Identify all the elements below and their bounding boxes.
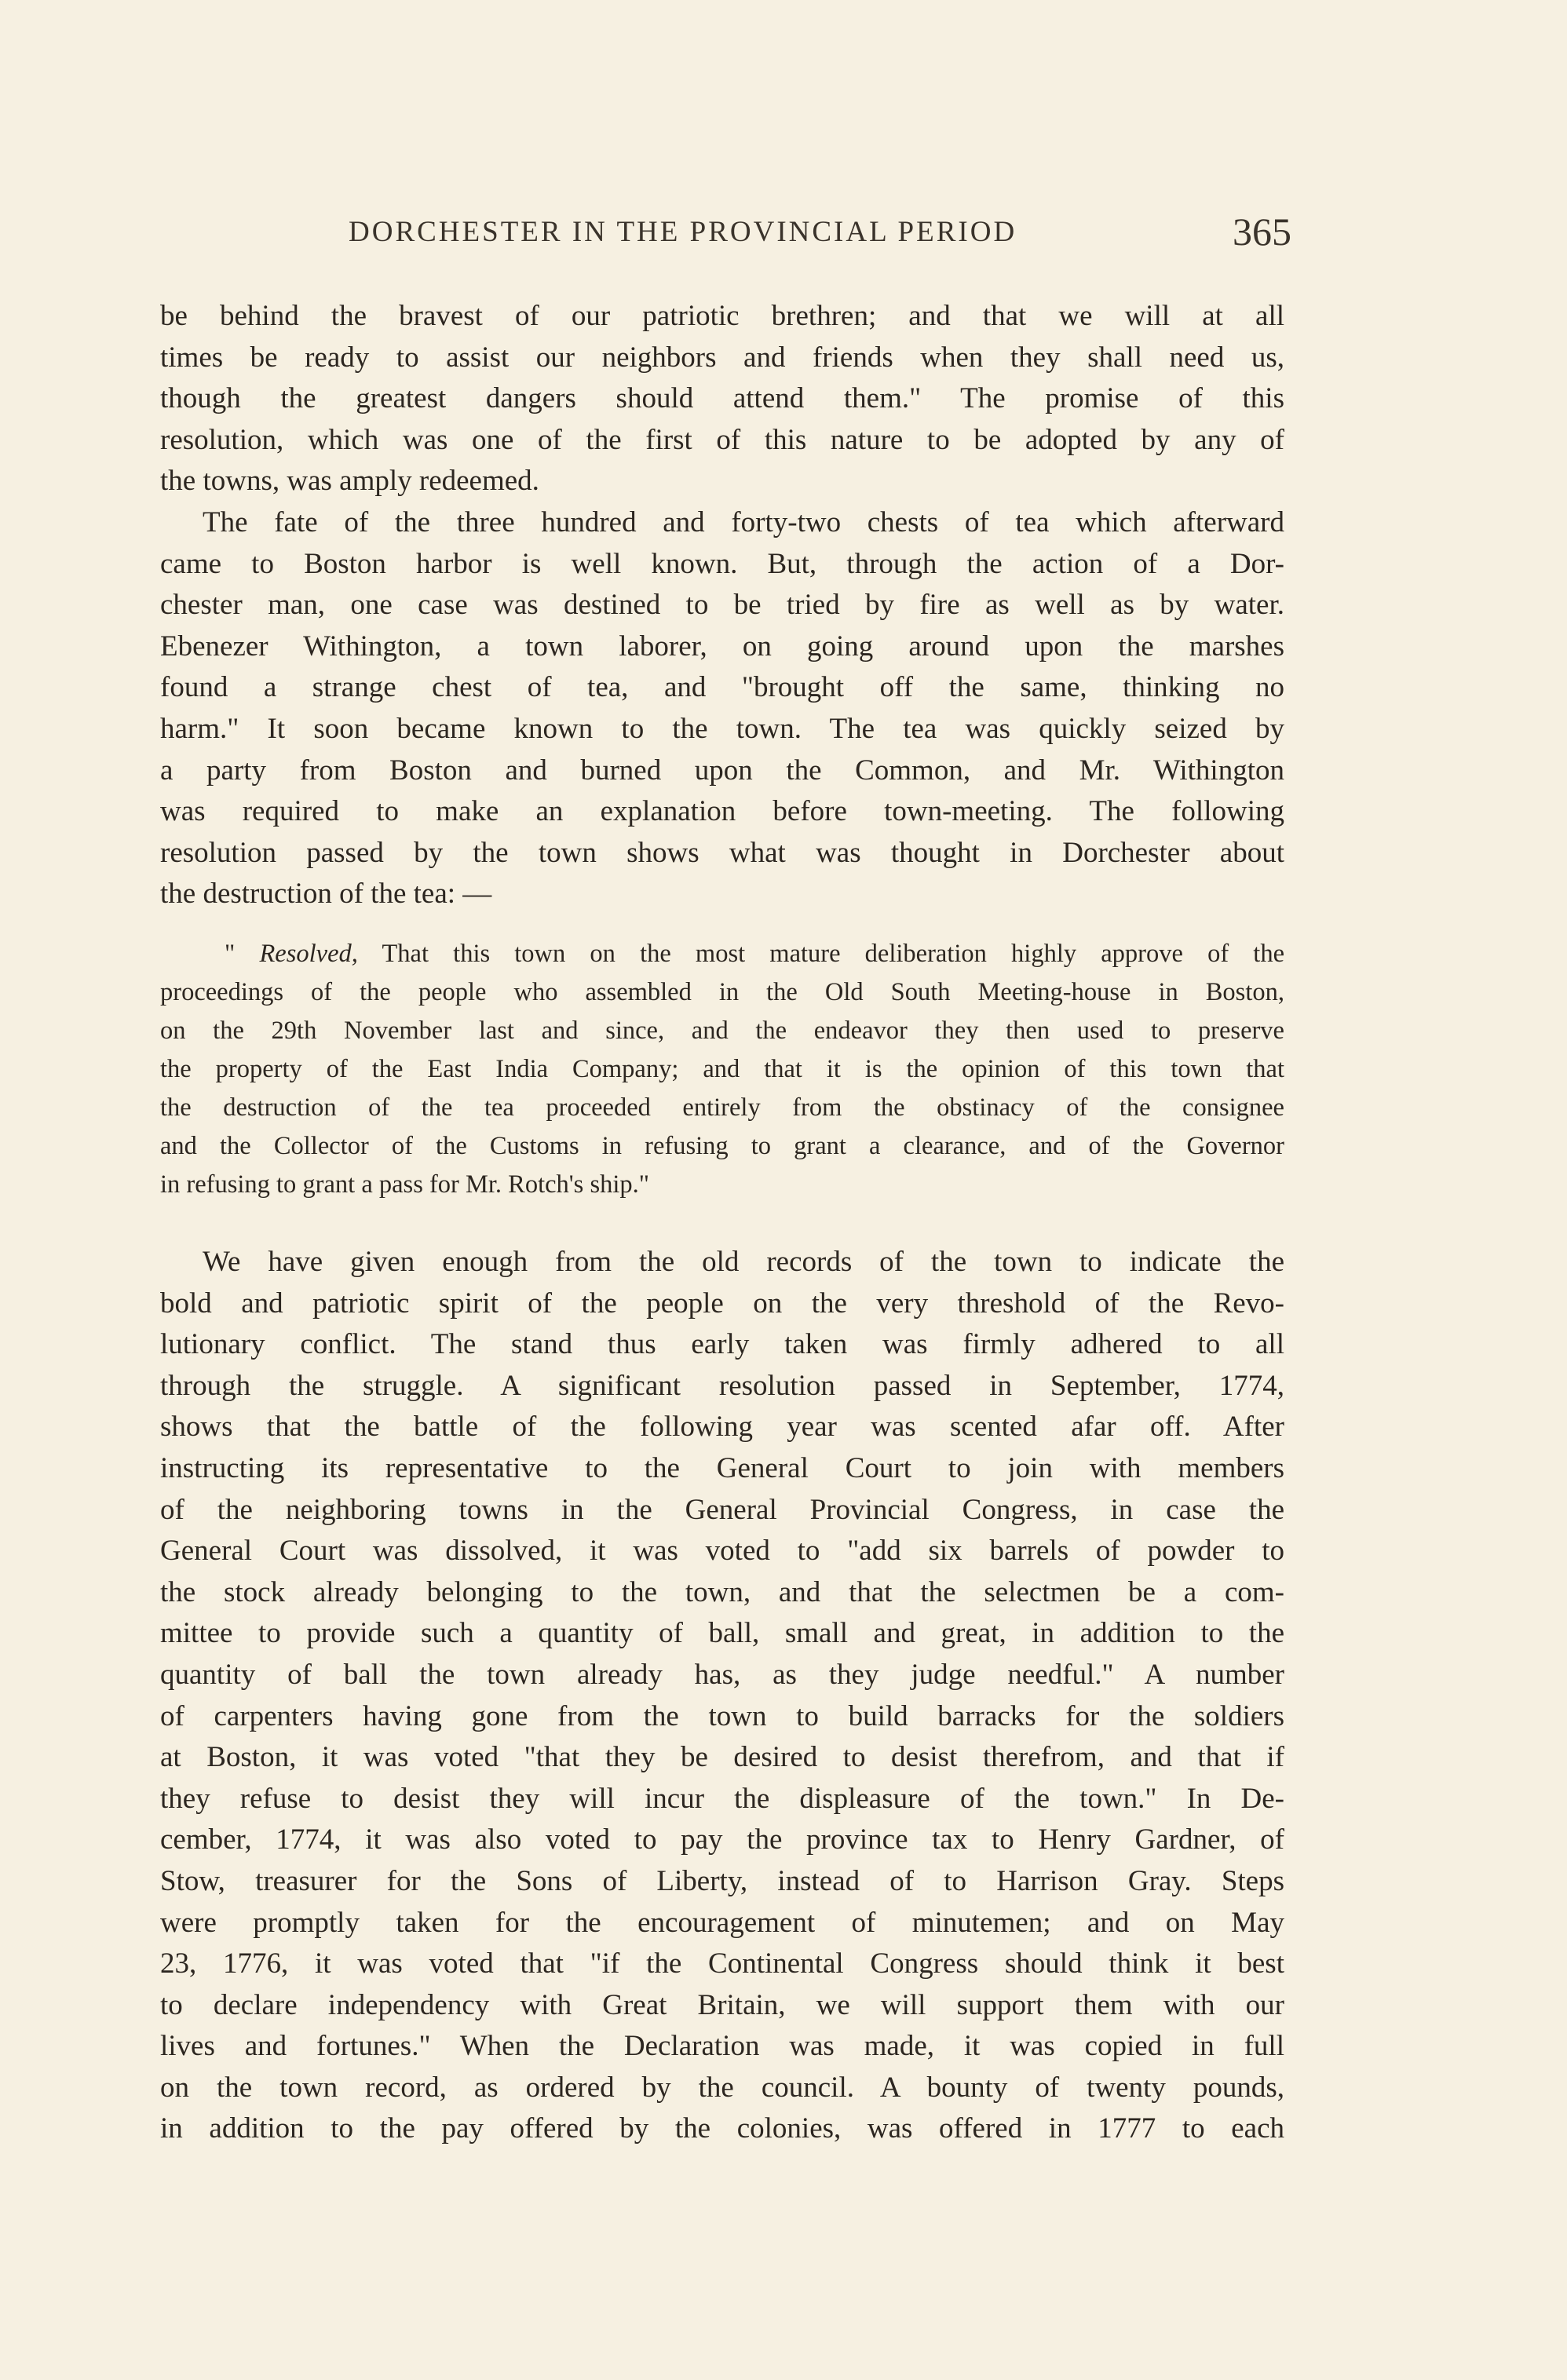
text-line: was required to make an explanation before town-meeting. The following [160,795,1284,828]
text-line: be behind the bravest of our patriotic brethren; and that we will at all [160,300,1284,332]
text-line: on the town record, as ordered by the council. A bounty of twenty pounds, [160,2071,1284,2104]
text-line: bold and patriotic spirit of the people on the very threshold of the Revo- [160,1287,1284,1320]
text-line: the destruction of the tea: — [160,878,492,911]
text-line: though the greatest dangers should attend them." The promise of this [160,382,1284,415]
paragraph-tea-chest [160,502,1284,915]
quote-text: That this town on the most mature deliberation highly approve of the [382,940,1285,968]
page-number: 365 [1233,210,1291,254]
text-line: We have given enough from the old records of the town to indicate the [203,1246,1284,1278]
open-quote: " [225,940,236,968]
text-line: Ebenezer Withington, a town laborer, on going around upon the marshes [160,630,1284,663]
paragraph-revolutionary [160,1242,1284,2150]
resolved-emphasis: Resolved, [259,940,358,968]
quote-line [160,935,1284,973]
text-line: of carpenters having gone from the town to build barracks for the soldiers [160,1699,1284,1732]
text-line: were promptly taken for the encouragement of minutemen; and on May [160,1906,1284,1939]
text-line: through the struggle. A significant resolution passed in September, 1774, [160,1369,1284,1402]
quote-line: in refusing to grant a pass for Mr. Rotch's ship." [160,1170,650,1199]
text-line: came to Boston harbor is well known. But, through the action of a Dor- [160,547,1284,580]
quote-line: the property of the East India Company; and that it is the opinion of this town that [160,1055,1284,1083]
text-line: the stock already belonging to the town, and that the selectmen be a com- [160,1575,1284,1608]
text-line: resolution passed by the town shows what was thought in Dorchester about [160,836,1284,869]
text-line: lives and fortunes." When the Declaration was made, it was copied in full [160,2030,1284,2063]
text-line: of the neighboring towns in the General Provincial Congress, in case the [160,1493,1284,1526]
text-line: quantity of ball the town already has, as they judge needful." A number [160,1658,1284,1691]
text-line: mittee to provide such a quantity of ball, small and great, in addition to the [160,1617,1284,1650]
text-line: chester man, one case was destined to be tried by fire as well as by water. [160,589,1284,622]
text-line: resolution, which was one of the first of this nature to be adopted by any of [160,423,1284,456]
quote-line: proceedings of the people who assembled in the Old South Meeting-house in Boston, [160,978,1284,1006]
text-line: cember, 1774, it was also voted to pay the province tax to Henry Gardner, of [160,1823,1284,1856]
text-line: a party from Boston and burned upon the Common, and Mr. Withington [160,754,1284,787]
text-line: 23, 1776, it was voted that "if the Continental Congress should think it best [160,1947,1284,1980]
text-line: to declare independency with Great Britain, we will support them with our [160,1988,1284,2021]
text-line: Stow, treasurer for the Sons of Liberty, instead of to Harrison Gray. Steps [160,1864,1284,1897]
text-line: The fate of the three hundred and forty-two chests of tea which afterward [203,506,1284,538]
text-line: instructing its representative to the General Court to join with members [160,1451,1284,1484]
text-line: the towns, was amply redeemed. [160,465,539,498]
text-line: lutionary conflict. The stand thus early taken was firmly adhered to all [160,1328,1284,1361]
text-line: they refuse to desist they will incur the displeasure of the town." In De- [160,1782,1284,1815]
quote-line: the destruction of the tea proceeded entirely from the obstinacy of the consignee [160,1093,1284,1122]
quote-line: on the 29th November last and since, and the endeavor they then used to preserve [160,1017,1284,1045]
block-quote-resolution [160,935,1284,1204]
text-line: times be ready to assist our neighbors and friends when they shall need us, [160,341,1284,374]
text-line: in addition to the pay offered by the colonies, was offered in 1777 to each [160,2112,1284,2145]
paragraph-continued [160,296,1284,502]
text-line: at Boston, it was voted "that they be desired to desist therefrom, and that if [160,1741,1284,1774]
running-head: DORCHESTER IN THE PROVINCIAL PERIOD [349,216,1017,248]
quote-line: and the Collector of the Customs in refusing to grant a clearance, and of the Governor [160,1132,1284,1160]
text-line: General Court was dissolved, it was voted to "add six barrels of powder to [160,1535,1284,1568]
text-line: shows that the battle of the following year was scented afar off. After [160,1411,1284,1444]
text-line: found a strange chest of tea, and "brought off the same, thinking no [160,671,1284,704]
text-line: harm." It soon became known to the town. The tea was quickly seized by [160,712,1284,745]
